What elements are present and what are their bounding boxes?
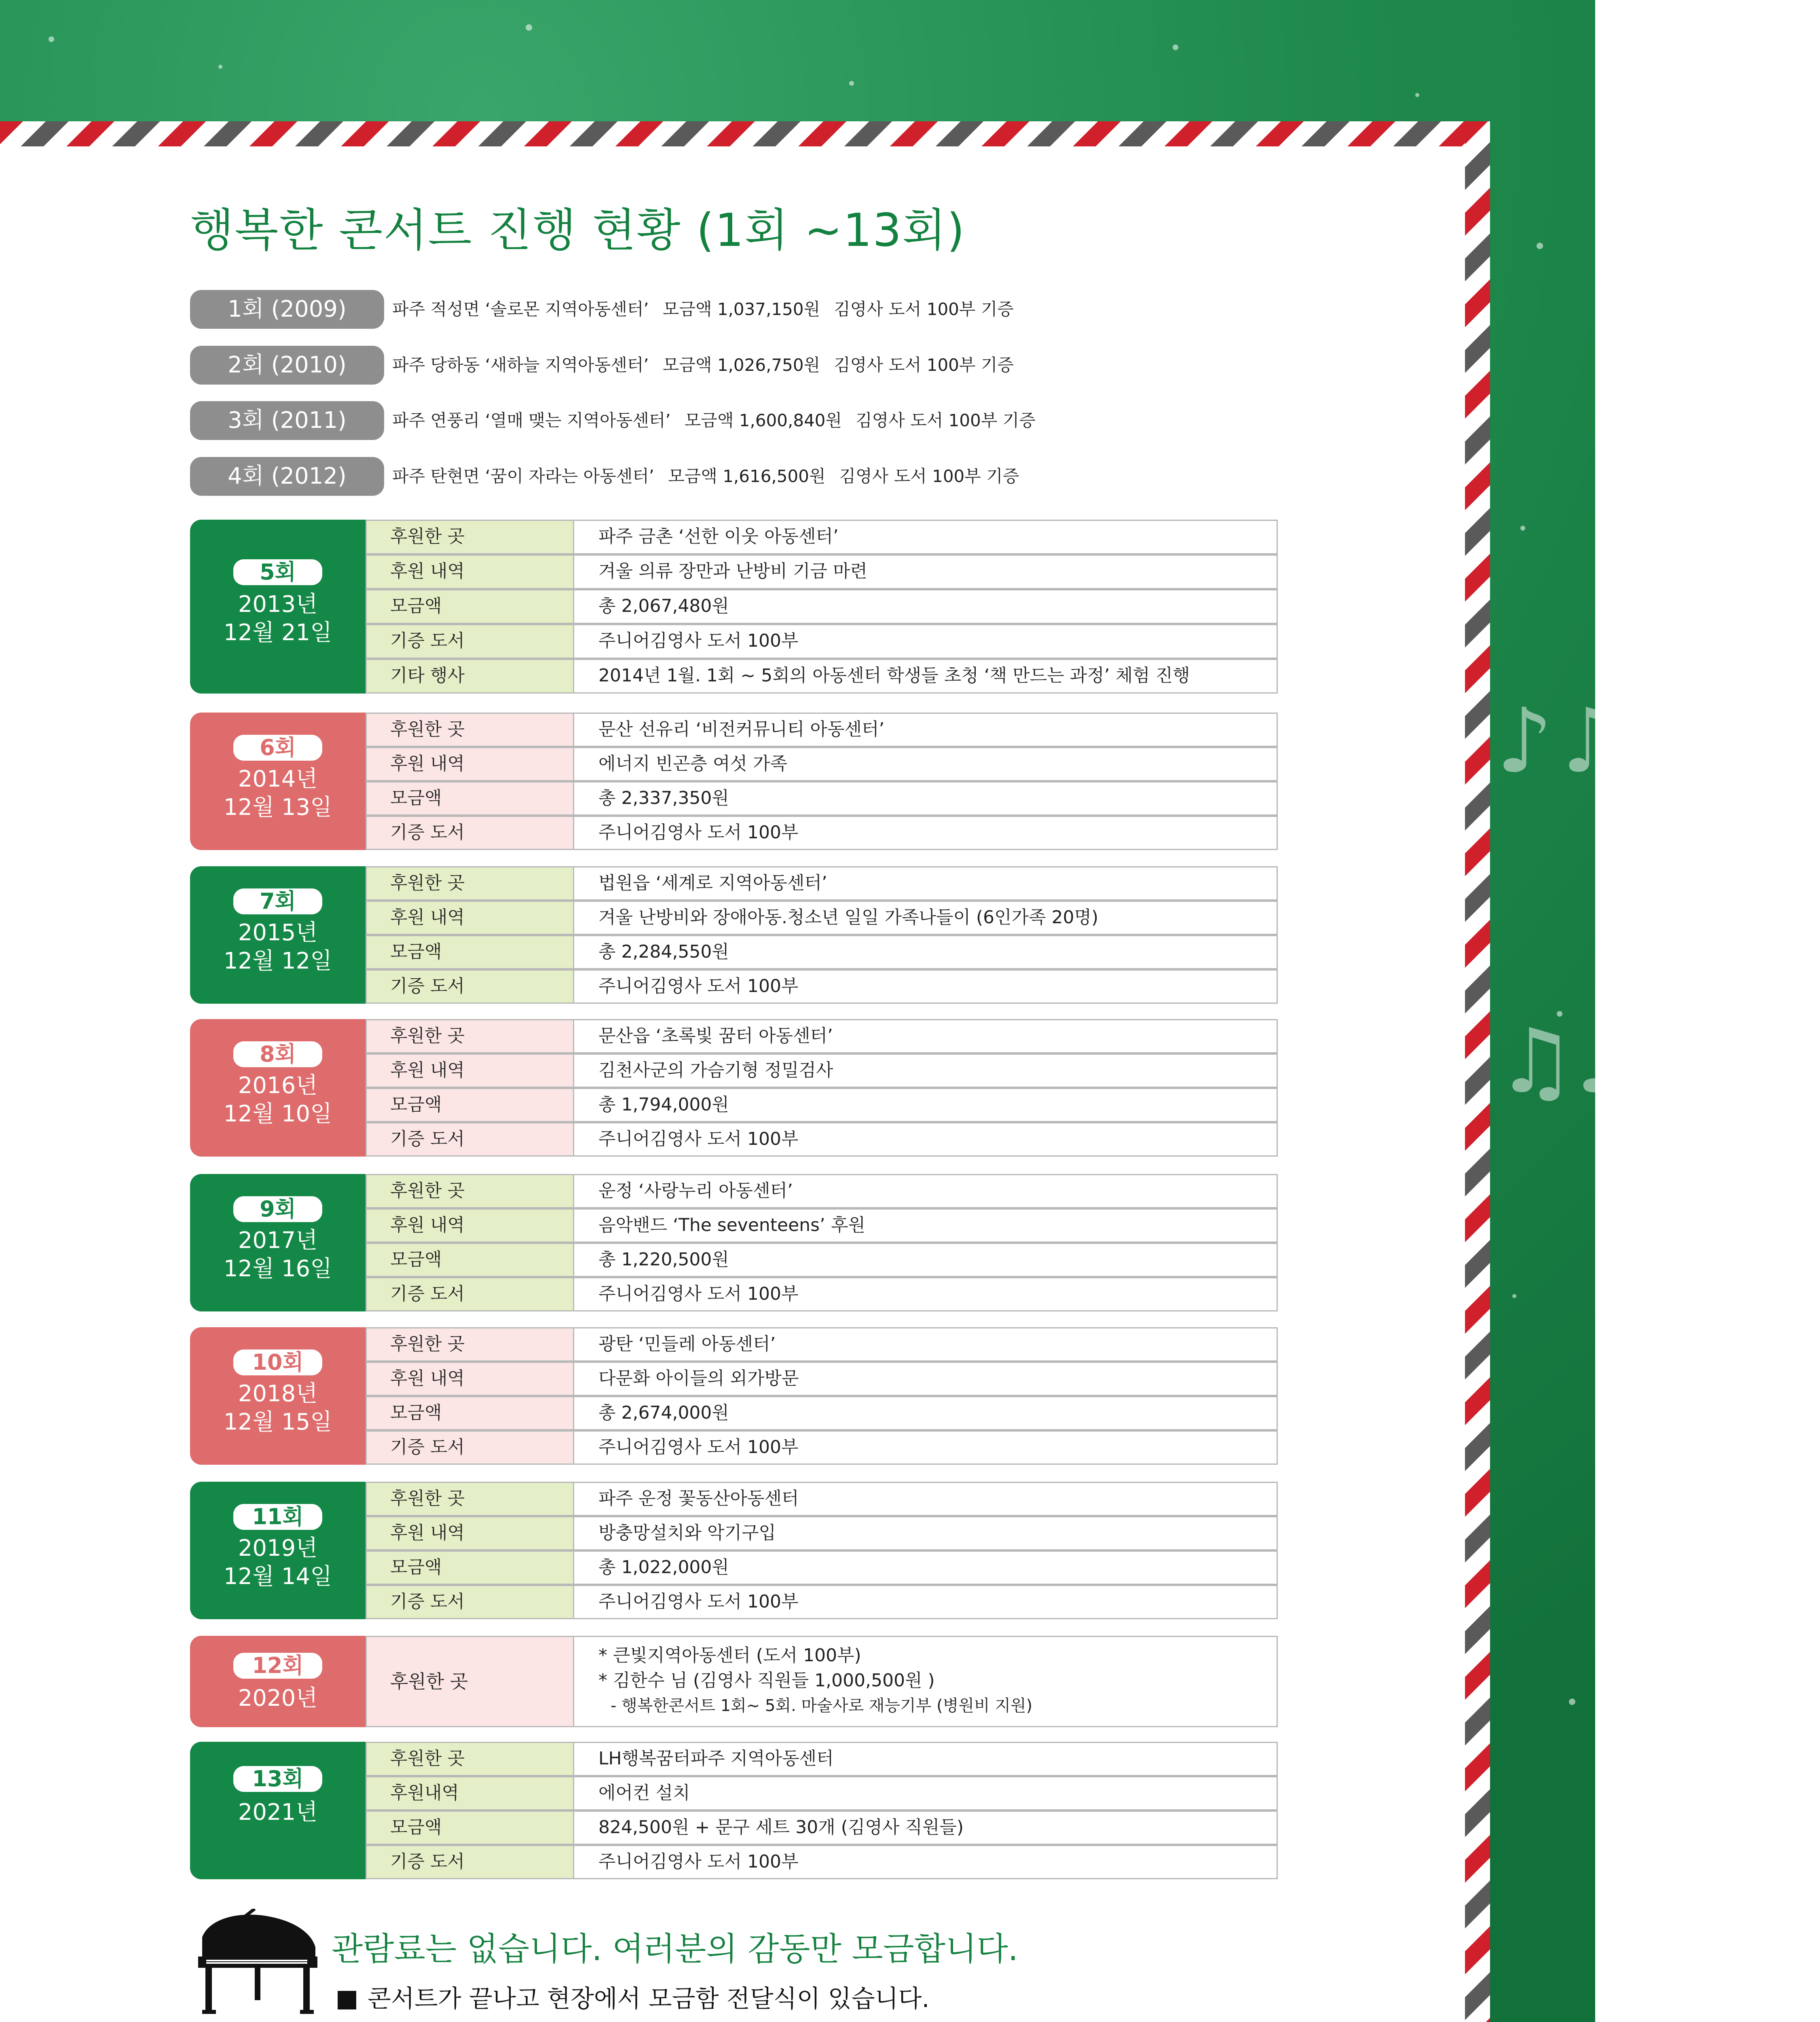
snow-dot [1415, 93, 1419, 97]
row-value: 총 2,674,000원 [573, 1397, 1277, 1429]
row-value: 총 1,794,000원 [573, 1089, 1277, 1121]
row-value: 김천사군의 가슴기형 정밀검사 [573, 1055, 1277, 1087]
row-value: 주니어김영사 도서 100부 [573, 1846, 1277, 1878]
table-row [366, 1550, 1278, 1585]
session-year: 2016년 [238, 1072, 318, 1099]
table-row [366, 935, 1278, 969]
airmail-stripe-right [1465, 121, 1490, 2022]
row-label: 후원한 곳 [367, 1328, 573, 1360]
snow-dot [49, 36, 54, 42]
session-block [190, 1174, 1278, 1311]
table-row [366, 1776, 1278, 1810]
table-row [366, 1430, 1278, 1465]
session-date: 12월 14일 [223, 1563, 332, 1590]
row-value: 문산읍 ‘초록빛 꿈터 아동센터’ [573, 1020, 1277, 1052]
table-row [366, 1742, 1278, 1776]
session-pill: 3회 (2011) [190, 401, 384, 440]
row-value: 운정 ‘사랑누리 아동센터’ [573, 1175, 1277, 1207]
snow-dot [1173, 44, 1178, 50]
row-value: 에너지 빈곤층 여섯 가족 [573, 748, 1277, 780]
session-badge: 9회 [233, 1196, 322, 1222]
books-text: 김영사 도서 100부 기증 [834, 355, 1014, 375]
piano-icon [194, 1909, 319, 2018]
snow-dot [1537, 243, 1543, 249]
list-item [190, 457, 1282, 497]
session-header [190, 1327, 366, 1465]
row-value: 겨울 난방비와 장애아동.청소년 일일 가족나들이 (6인가족 20명) [573, 902, 1277, 934]
row-label: 기증 도서 [367, 1432, 573, 1464]
row-value: 파주 금촌 ‘선한 이웃 아동센터’ [573, 521, 1277, 553]
session-date: 12월 21일 [223, 620, 332, 646]
table-row [366, 1088, 1278, 1122]
row-value: 824,500원 + 문구 세트 30개 (김영사 직원들) [573, 1812, 1277, 1844]
row-label: 모금액 [367, 1812, 573, 1844]
place-text: 파주 탄현면 ‘꿈이 자라는 아동센터’ [392, 466, 655, 486]
session-header [190, 1482, 366, 1619]
row-label: 후원 내역 [367, 1363, 573, 1395]
row-label: 모금액 [367, 1244, 573, 1276]
place-text: 파주 적성면 ‘솔로몬 지역아동센터’ [392, 299, 649, 319]
row-value: 다문화 아이들의 외가방문 [573, 1363, 1277, 1395]
session-badge: 7회 [233, 888, 322, 914]
table-row [366, 1810, 1278, 1845]
amount-text: 모금액 1,026,750원 [662, 355, 820, 375]
row-value: 주니어김영사 도서 100부 [573, 1586, 1277, 1618]
session-header [190, 1174, 366, 1311]
table-row [366, 713, 1278, 747]
table-row [366, 624, 1278, 659]
row-label: 후원한 곳 [367, 521, 573, 553]
row-value: 주니어김영사 도서 100부 [573, 817, 1277, 849]
row-label: 기증 도서 [367, 1846, 573, 1878]
session-badge: 8회 [233, 1041, 322, 1067]
snow-dot [849, 81, 854, 86]
session-badge: 5회 [233, 559, 322, 585]
row-value: 총 2,284,550원 [573, 936, 1277, 968]
session-date: 12월 16일 [223, 1256, 332, 1282]
row-label: 후원 내역 [367, 556, 573, 588]
row-label: 후원한 곳 [367, 1637, 573, 1726]
row-value: 주니어김영사 도서 100부 [573, 1432, 1277, 1464]
amount-text: 모금액 1,600,840원 [684, 410, 842, 430]
books-text: 김영사 도서 100부 기증 [839, 466, 1019, 486]
footer-note-text: 콘서트가 끝나고 현장에서 모금함 전달식이 있습니다. [368, 1985, 930, 2013]
session-date: 12월 13일 [223, 794, 332, 821]
table-row [366, 589, 1278, 624]
row-label: 기증 도서 [367, 971, 573, 1003]
table-row [366, 1208, 1278, 1243]
table-row [366, 1053, 1278, 1088]
table-row [366, 1845, 1278, 1879]
row-value: 문산 선유리 ‘비전커뮤니티 아동센터’ [573, 714, 1277, 746]
row-label: 기증 도서 [367, 1278, 573, 1310]
table-row [366, 1516, 1278, 1550]
snow-dot [1569, 1698, 1575, 1705]
books-text: 김영사 도서 100부 기증 [856, 410, 1036, 430]
row-label: 후원 내역 [367, 748, 573, 780]
table-row [366, 901, 1278, 935]
row-value: 방충망설치와 악기구입 [573, 1517, 1277, 1549]
table-row [366, 1174, 1278, 1208]
row-value: 총 2,067,480원 [573, 590, 1277, 623]
session-year: 2015년 [238, 920, 318, 946]
row-label: 후원한 곳 [367, 1020, 573, 1052]
session-year: 2013년 [238, 591, 318, 618]
square-bullet-icon [338, 1991, 356, 2009]
session-pill: 4회 (2012) [190, 457, 384, 496]
row-label: 모금액 [367, 936, 573, 968]
row-value: 주니어김영사 도서 100부 [573, 971, 1277, 1003]
table-row [366, 1019, 1278, 1053]
list-item [190, 290, 1282, 330]
list-item [190, 346, 1282, 386]
row-label: 모금액 [367, 783, 573, 814]
session-year: 2019년 [238, 1535, 318, 1561]
row-value: 총 2,337,350원 [573, 783, 1277, 814]
list-item [190, 401, 1282, 442]
row-label: 후원한 곳 [367, 1483, 573, 1515]
table-row [366, 1122, 1278, 1157]
session-header [190, 1636, 366, 1727]
session-block [190, 520, 1278, 694]
row-label: 후원 내역 [367, 1210, 573, 1242]
table-row [366, 1482, 1278, 1516]
table-row [366, 969, 1278, 1004]
session-year: 2018년 [238, 1381, 318, 1407]
table-row [366, 520, 1278, 554]
snow-dot [526, 24, 532, 31]
session-pill: 2회 (2010) [190, 346, 384, 385]
row-value: 총 1,220,500원 [573, 1244, 1277, 1276]
session-block [190, 713, 1278, 850]
snow-dot [1512, 1294, 1516, 1298]
session-date: 12월 10일 [223, 1101, 332, 1127]
session-year: 2014년 [238, 766, 318, 792]
row-value: LH행복꿈터파주 지역아동센터 [573, 1743, 1277, 1775]
session-date: 12월 12일 [223, 948, 332, 974]
snow-dot [1520, 526, 1525, 531]
page-title: 행복한 콘서트 진행 현황 (1회 ~13회) [190, 204, 966, 257]
row-value: 2014년 1월. 1회 ~ 5회의 아동센터 학생들 초청 ‘책 만드는 과정’ 체험 진행 [573, 660, 1277, 692]
row-label: 후원한 곳 [367, 867, 573, 899]
row-value: 법원읍 ‘세계로 지역아동센터’ [573, 867, 1277, 899]
row-label: 모금액 [367, 590, 573, 623]
row-value: 주니어김영사 도서 100부 [573, 625, 1277, 658]
session-header [190, 520, 366, 694]
row-label: 모금액 [367, 1089, 573, 1121]
row-label: 모금액 [367, 1552, 573, 1584]
row-label: 기증 도서 [367, 1123, 573, 1155]
row-value: 겨울 의류 장만과 난방비 기금 마련 [573, 556, 1277, 588]
row-value: 주니어김영사 도서 100부 [573, 1123, 1277, 1155]
footer-headline: 관람료는 없습니다. 여러분의 감동만 모금합니다. [332, 1930, 1019, 1968]
row-label: 모금액 [367, 1397, 573, 1429]
table-row [366, 1243, 1278, 1277]
row-label: 후원한 곳 [367, 714, 573, 746]
session-badge: 12회 [233, 1653, 322, 1679]
session-year: 2020년 [238, 1685, 318, 1711]
row-value: 파주 운정 꽃동산아동센터 [573, 1483, 1277, 1515]
session-badge: 13회 [233, 1766, 322, 1792]
session-header [190, 713, 366, 850]
amount-text: 모금액 1,037,150원 [662, 299, 820, 319]
session-year: 2017년 [238, 1227, 318, 1254]
table-row [366, 816, 1278, 850]
snow-dot [218, 65, 222, 69]
session-badge: 11회 [233, 1504, 322, 1530]
table-row [366, 1636, 1278, 1727]
value-line: * 김한수 님 (김영사 직원들 1,000,500원 ) [598, 1670, 935, 1691]
row-value [573, 1637, 1277, 1726]
value-line: * 큰빛지역아동센터 (도서 100부) [598, 1645, 861, 1666]
row-label: 기증 도서 [367, 1586, 573, 1618]
table-row [366, 1396, 1278, 1430]
row-label: 후원 내역 [367, 1055, 573, 1087]
row-value: 에어컨 설치 [573, 1777, 1277, 1809]
session-date: 12월 15일 [223, 1409, 332, 1435]
place-text: 파주 당하동 ‘새하늘 지역아동센터’ [392, 355, 649, 375]
row-value: 광탄 ‘민들레 아동센터’ [573, 1328, 1277, 1360]
table-row [366, 1362, 1278, 1396]
session-block [190, 1019, 1278, 1157]
session-year: 2021년 [238, 1799, 318, 1825]
music-notes-decoration: ♪♫ ♫♪ [1496, 689, 1633, 1113]
table-row [366, 554, 1278, 589]
row-label: 후원 내역 [367, 902, 573, 934]
row-label: 기증 도서 [367, 625, 573, 658]
session-block [190, 866, 1278, 1004]
row-value: 음악밴드 ‘The seventeens’ 후원 [573, 1210, 1277, 1242]
table-row [366, 1327, 1278, 1362]
session-header [190, 1019, 366, 1157]
row-label: 후원 내역 [367, 1517, 573, 1549]
row-label: 기증 도서 [367, 817, 573, 849]
row-value: 총 1,022,000원 [573, 1552, 1277, 1584]
session-block [190, 1482, 1278, 1619]
table-row [366, 1585, 1278, 1619]
row-label: 기타 행사 [367, 660, 573, 692]
footer-note [338, 1980, 930, 2014]
session-block [190, 1636, 1278, 1727]
table-row [366, 781, 1278, 816]
row-label: 후원내역 [367, 1777, 573, 1809]
value-line: - 행복한콘서트 1회~ 5회. 마술사로 재능기부 (병원비 지원) [611, 1696, 1033, 1715]
session-header [190, 866, 366, 1004]
session-block [190, 1742, 1278, 1879]
table-row [366, 1277, 1278, 1311]
airmail-stripe-top [0, 121, 1490, 146]
table-row [366, 659, 1278, 694]
session-badge: 6회 [233, 735, 322, 761]
books-text: 김영사 도서 100부 기증 [834, 299, 1014, 319]
row-value: 주니어김영사 도서 100부 [573, 1278, 1277, 1310]
row-label: 후원한 곳 [367, 1175, 573, 1207]
place-text: 파주 연풍리 ‘열매 맺는 지역아동센터’ [392, 410, 671, 430]
table-row [366, 866, 1278, 901]
session-header [190, 1742, 366, 1879]
session-block [190, 1327, 1278, 1465]
table-row [366, 747, 1278, 781]
session-pill: 1회 (2009) [190, 290, 384, 329]
row-label: 후원한 곳 [367, 1743, 573, 1775]
amount-text: 모금액 1,616,500원 [668, 466, 826, 486]
session-badge: 10회 [233, 1349, 322, 1375]
